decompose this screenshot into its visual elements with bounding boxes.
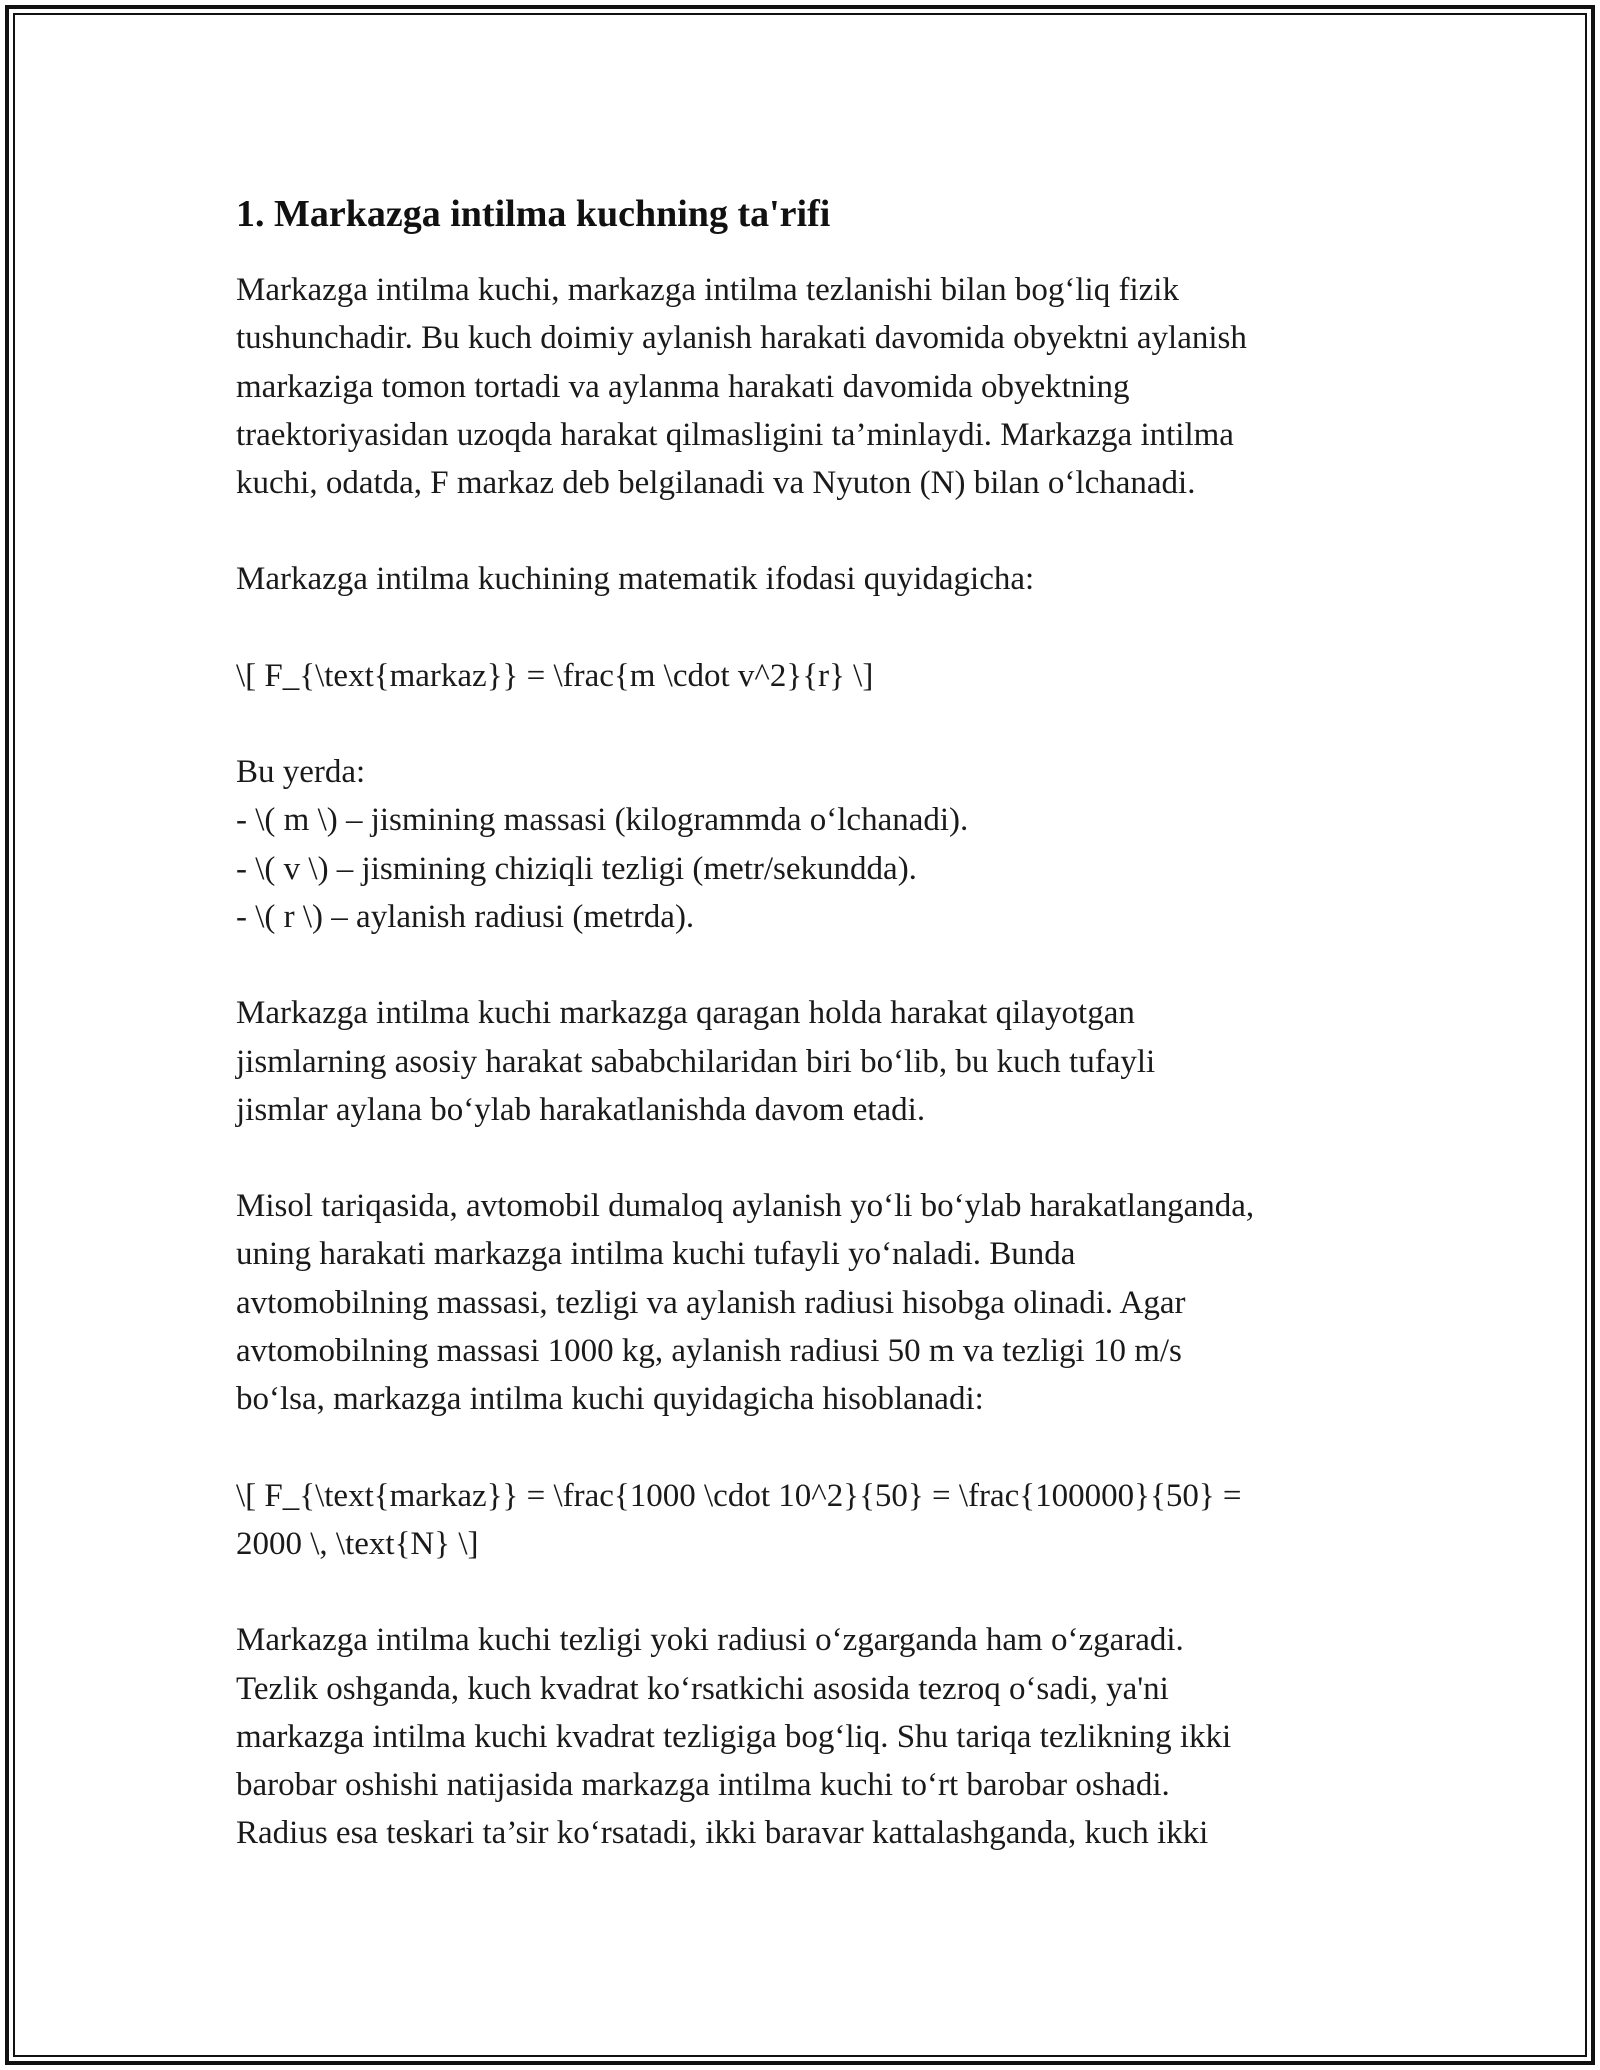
formula-general: \[ F_{\text{markaz}} = \frac{m \cdot v^2}{r} \]	[236, 657, 874, 694]
paragraph-definition: Markazga intilma kuchi, markazga intilma tezlanishi bilan bogʻliq fizik tushunchadir. Bu kuch doimiy aylanish harakati davomida obyektni aylanish markaziga tomon tortadi va aylanma harakati davomida obyektning traektoriyasidan uzoqda harakat qilmasligini ta’minlaydi. Markazga intilma kuchi, odatda, F markaz deb belgilanadi va Nyuton (N) bilan oʻlchanadi.	[236, 272, 1247, 502]
variable-list: Bu yerda: - \( m \) – jismining massasi (kilogrammda oʻlchanadi). - \( v \) – jismining chiziqli tezligi (metr/sekundda). - \( r \) – aylanish radiusi (metrda).	[236, 754, 969, 935]
section-heading: 1. Markazga intilma kuchning ta'rifi	[236, 193, 831, 235]
document-body	[236, 184, 1396, 1858]
paragraph-example: Misol tariqasida, avtomobil dumaloq aylanish yoʻli boʻylab harakatlanganda, uning harakati markazga intilma kuchi tufayli yoʻnaladi. Bunda avtomobilning massasi, tezligi va aylanish radiusi hisobga olinadi. Agar avtomobilning massasi 1000 kg, aylanish radiusi 50 m va tezligi 10 m/s boʻlsa, markazga intilma kuchi quyidagicha hisoblanadi:	[236, 1188, 1255, 1418]
paragraph-formula-intro: Markazga intilma kuchining matematik ifodasi quyidagicha:	[236, 561, 1035, 598]
paragraph-dependence: Markazga intilma kuchi tezligi yoki radiusi oʻzgarganda ham oʻzgaradi. Tezlik oshganda, kuch kvadrat koʻrsatkichi asosida tezroq oʻsadi, ya'ni markazga intilma kuchi kvadrat tezligiga bogʻliq. Shu tariqa tezlikning ikki barobar oshishi natijasida markazga intilma kuchi toʻrt barobar oshadi. Radius esa teskari ta’sir koʻrsatadi, ikki baravar kattalashganda, kuch ikki	[236, 1622, 1232, 1852]
formula-example: \[ F_{\text{markaz}} = \frac{1000 \cdot 10^2}{50} = \frac{100000}{50} = 2000 \, \text{N} \]	[236, 1477, 1242, 1562]
paragraph-role: Markazga intilma kuchi markazga qaragan holda harakat qilayotgan jismlarning asosiy harakat sababchilaridan biri boʻlib, bu kuch tufayli jismlar aylana boʻylab harakatlanishda davom etadi.	[236, 995, 1156, 1128]
